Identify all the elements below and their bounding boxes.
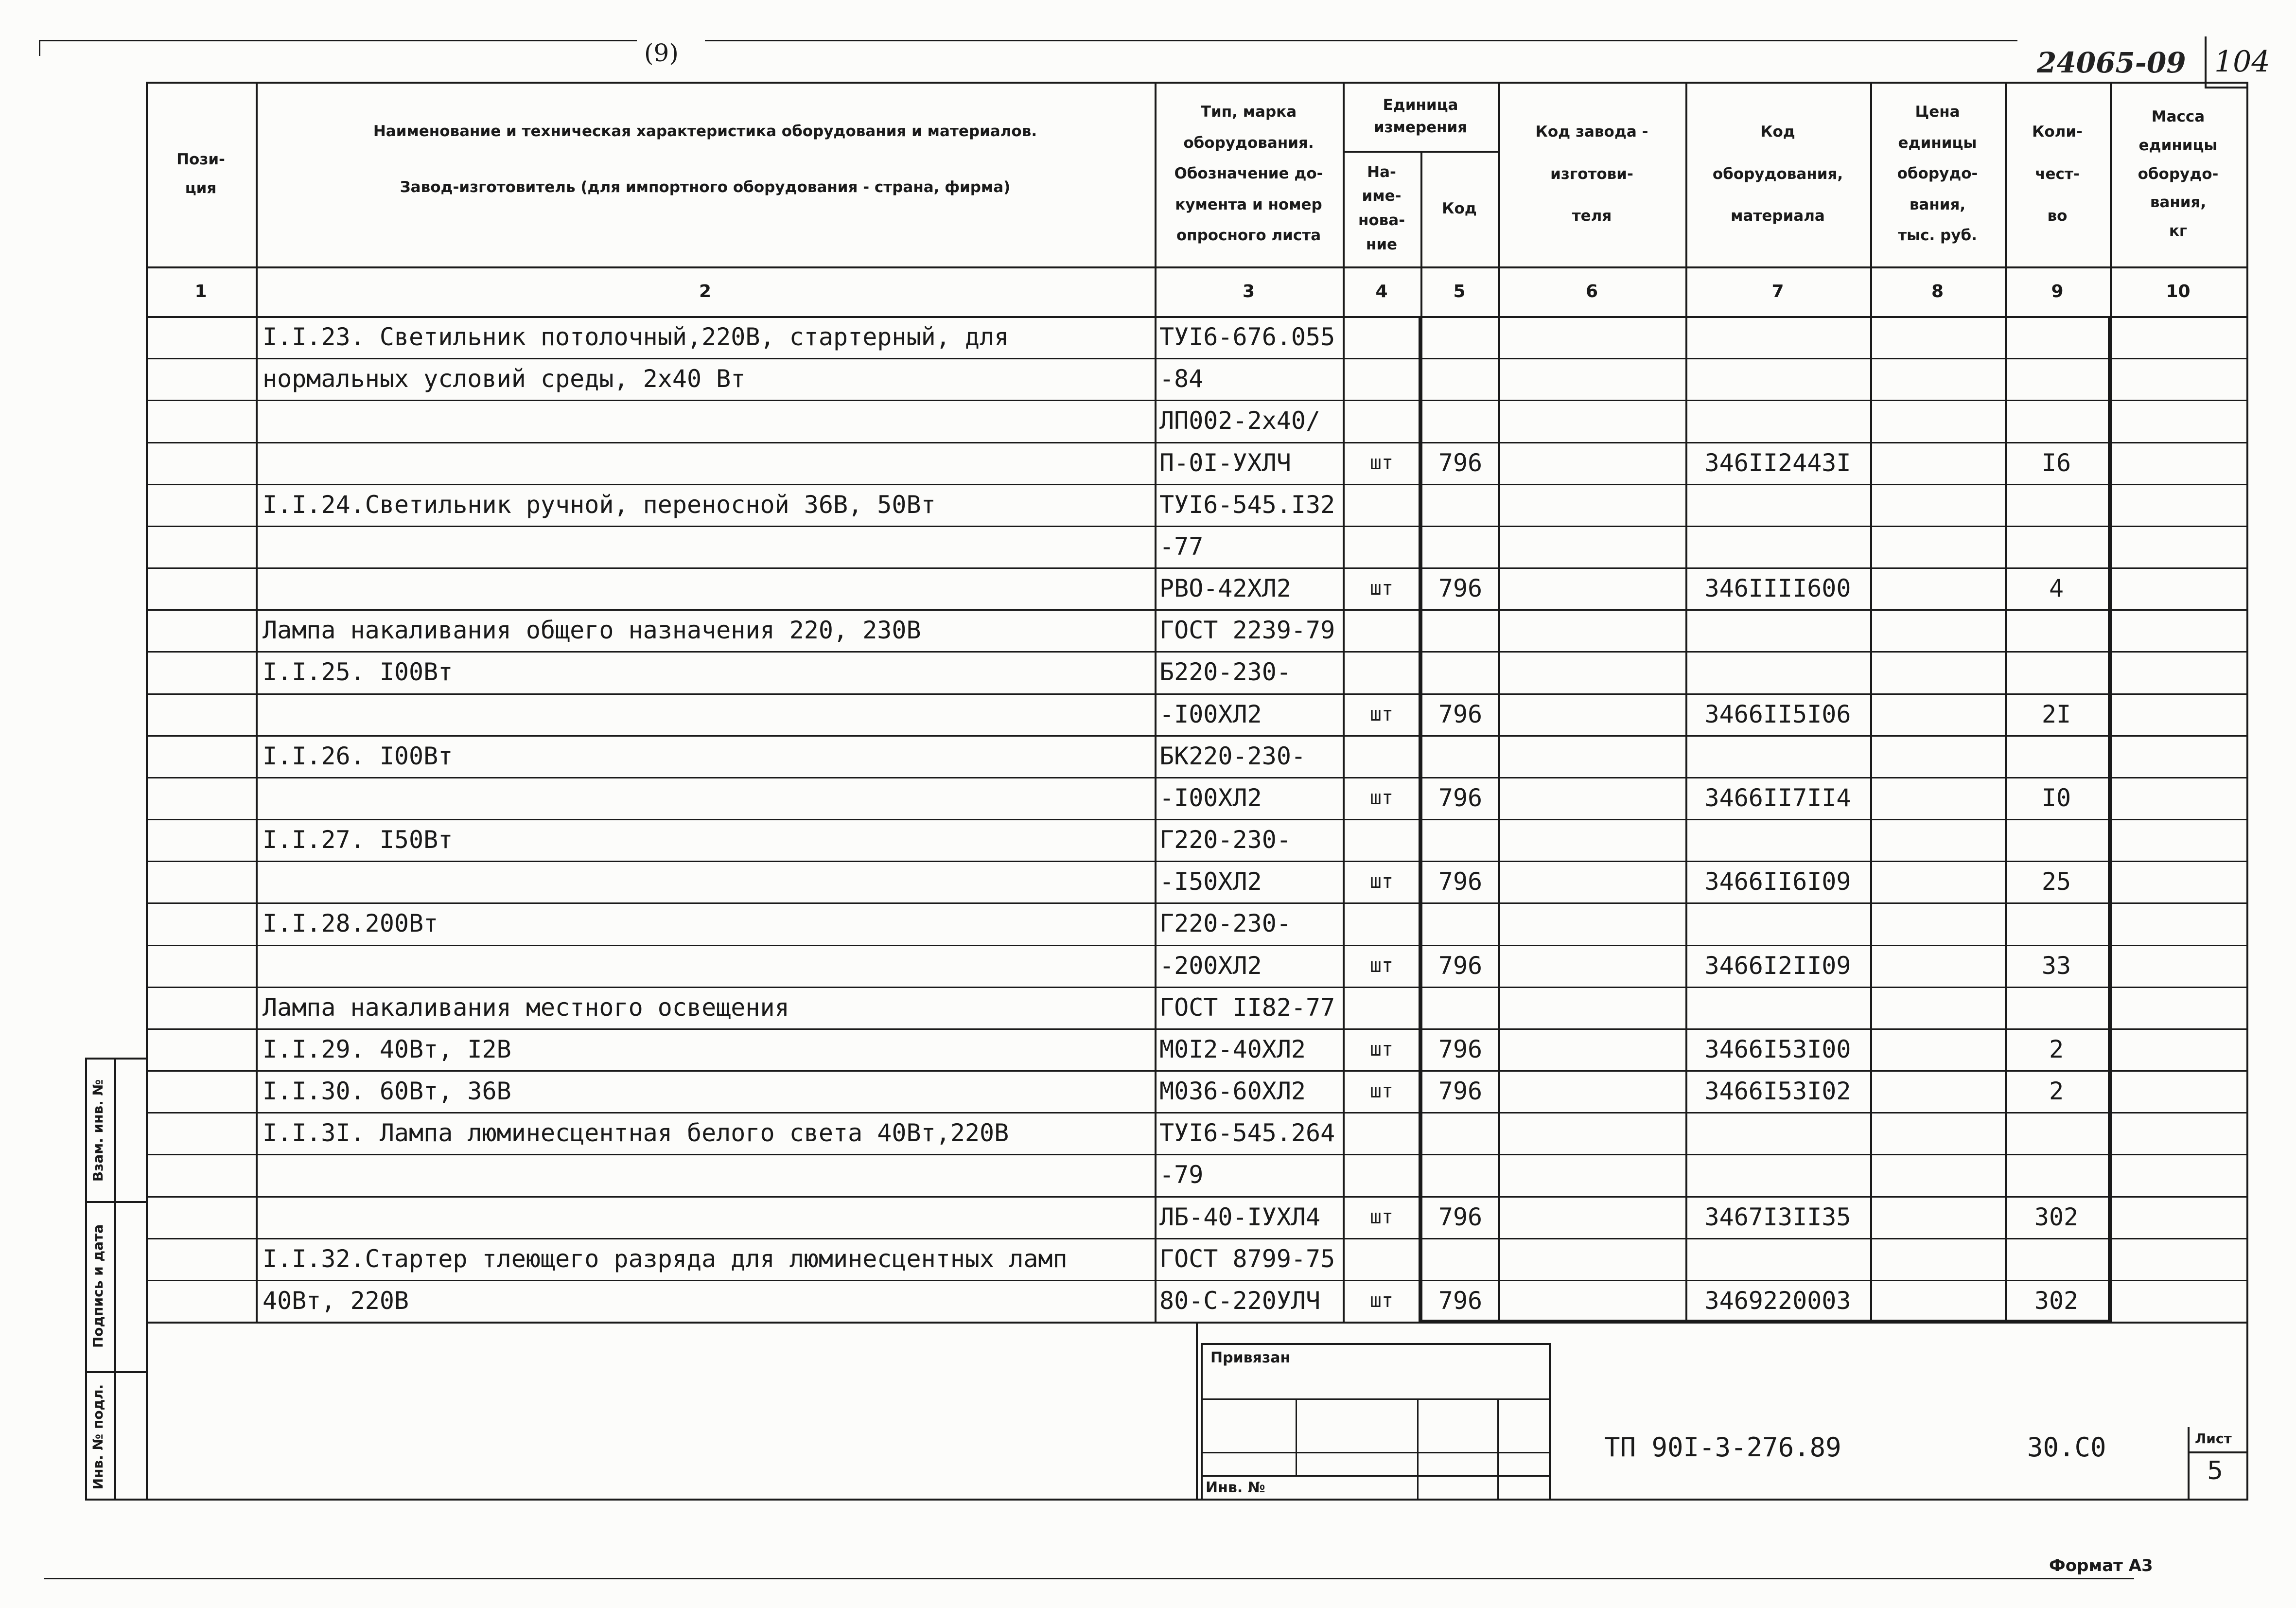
cell-name: I.I.27. I50Вт bbox=[263, 826, 453, 854]
cell-quantity bbox=[2005, 735, 2108, 777]
cell-unit bbox=[1343, 358, 1420, 400]
side-strip-mid bbox=[114, 1058, 116, 1501]
header-name-line1: Наименование и техническая характеристика оборудования и материалов. bbox=[373, 122, 1037, 140]
cell-unit bbox=[1343, 400, 1420, 442]
cell-equipment-code: 346IIII600 bbox=[1704, 574, 1851, 602]
cell-equipment-code bbox=[1685, 609, 1870, 651]
cell-name: нормальных условий среды, 2х40 Вт bbox=[263, 365, 746, 393]
header-price: Цена единицы оборудо- вания, тыс. руб. bbox=[1897, 103, 1978, 245]
header-mass: Масса единицы оборудо- вания, кг bbox=[2138, 107, 2219, 240]
header-unit-code: Код bbox=[1442, 199, 1477, 217]
cell-type: ТУI6-545.I32 bbox=[1159, 491, 1335, 519]
cell-name bbox=[263, 400, 1152, 442]
cell-unit-code bbox=[1422, 1112, 1498, 1154]
cell-unit bbox=[1343, 609, 1420, 651]
cell-unit-code bbox=[1422, 1154, 1498, 1196]
inv-label: Инв. № bbox=[1206, 1479, 1265, 1496]
cell-equipment-code: 346II2443I bbox=[1704, 449, 1851, 477]
cell-type: РВО-42ХЛ2 bbox=[1159, 574, 1291, 602]
cell-quantity: 25 bbox=[2041, 867, 2071, 896]
cell-unit-code bbox=[1422, 358, 1498, 400]
side-strip-left bbox=[85, 1058, 87, 1501]
cell-equipment-code: 3466I2II09 bbox=[1704, 952, 1851, 980]
cell-quantity bbox=[2005, 1154, 2108, 1196]
side-label-replace-inv: Взам. инв. № bbox=[90, 1079, 106, 1182]
cell-unit-code bbox=[1422, 400, 1498, 442]
cell-unit bbox=[1343, 902, 1420, 944]
side-label-sign-date: Подпись и дата bbox=[90, 1224, 106, 1348]
cell-unit-code bbox=[1422, 735, 1498, 777]
cell-unit-code: 796 bbox=[1438, 1035, 1483, 1063]
header-unit-name: На- име- нова- ние bbox=[1358, 163, 1405, 253]
cell-name: I.I.25. I00Вт bbox=[263, 658, 453, 686]
cell-name bbox=[263, 693, 1152, 735]
cell-unit: шт bbox=[1369, 452, 1394, 474]
cell-unit-code bbox=[1422, 819, 1498, 861]
cell-quantity bbox=[2005, 484, 2108, 526]
cell-type: М0I2-40ХЛ2 bbox=[1159, 1035, 1306, 1063]
cell-unit-code: 796 bbox=[1438, 1077, 1483, 1105]
colnum-3: 3 bbox=[1242, 281, 1255, 301]
col-line-10 bbox=[2246, 82, 2248, 1501]
cell-name bbox=[263, 567, 1152, 609]
cell-quantity bbox=[2005, 819, 2108, 861]
cell-equipment-code bbox=[1685, 902, 1870, 944]
bound-col-3 bbox=[1497, 1398, 1499, 1501]
cell-unit-code: 796 bbox=[1438, 574, 1483, 602]
stamp-left-border bbox=[1196, 1322, 1198, 1501]
cell-quantity: 33 bbox=[2041, 952, 2071, 980]
cell-equipment-code: 3466II7II4 bbox=[1704, 784, 1851, 812]
cell-equipment-code bbox=[1685, 484, 1870, 526]
header-type: Тип, марка оборудования. Обозначение до- кумента и номер опросного листа bbox=[1174, 103, 1323, 245]
cell-quantity bbox=[2005, 1112, 2108, 1154]
cell-unit bbox=[1343, 1238, 1420, 1280]
frame-top-edge-right bbox=[705, 40, 2017, 41]
cell-equipment-code: 3467I3II35 bbox=[1704, 1203, 1851, 1231]
cell-type: ТУI6-545.264 bbox=[1159, 1119, 1335, 1147]
cell-quantity bbox=[2005, 526, 2108, 567]
cell-quantity bbox=[2005, 316, 2108, 358]
cell-name bbox=[263, 861, 1152, 902]
cell-type: Б220-230- bbox=[1159, 658, 1291, 686]
header-unit-group: Единица измерения bbox=[1373, 96, 1468, 136]
colnum-6: 6 bbox=[1585, 281, 1598, 301]
cell-equipment-code: 3466II6I09 bbox=[1704, 867, 1851, 896]
cell-name: Лампа накаливания местного освещения bbox=[263, 993, 789, 1022]
cell-equipment-code: 3466I53I00 bbox=[1704, 1035, 1851, 1063]
page-mark: (9) bbox=[644, 39, 679, 67]
cell-unit: шт bbox=[1369, 703, 1394, 725]
cell-name bbox=[263, 442, 1152, 484]
cell-type: 80-С-220УЛЧ bbox=[1159, 1287, 1321, 1315]
bound-col-1 bbox=[1296, 1398, 1297, 1475]
archive-number: 24065-09 bbox=[2037, 46, 2186, 79]
cell-equipment-code bbox=[1685, 735, 1870, 777]
cell-equipment-code bbox=[1685, 526, 1870, 567]
cell-quantity: I0 bbox=[2041, 784, 2071, 812]
cell-equipment-code bbox=[1685, 651, 1870, 693]
cell-equipment-code bbox=[1685, 1112, 1870, 1154]
cell-unit-code bbox=[1422, 526, 1498, 567]
cell-unit-code: 796 bbox=[1438, 449, 1483, 477]
cell-equipment-code bbox=[1685, 1238, 1870, 1280]
frame-bottom-border bbox=[85, 1499, 2248, 1501]
cell-unit-code: 796 bbox=[1438, 700, 1483, 728]
header-plant-code: Код завода - изготови- теля bbox=[1535, 123, 1648, 225]
cell-type: П-0I-УХЛЧ bbox=[1159, 449, 1291, 477]
cell-unit bbox=[1343, 316, 1420, 358]
cell-type: ГОСТ 8799-75 bbox=[1159, 1245, 1335, 1273]
cell-equipment-code bbox=[1685, 400, 1870, 442]
colnum-4: 4 bbox=[1375, 281, 1388, 301]
cell-quantity: I6 bbox=[2041, 449, 2071, 477]
page-number: 104 bbox=[2214, 45, 2270, 79]
header-quantity: Коли- чест- во bbox=[2032, 123, 2083, 225]
colnum-9: 9 bbox=[2051, 281, 2064, 301]
bound-box-left bbox=[1201, 1343, 1203, 1501]
bound-box-top bbox=[1201, 1343, 1551, 1345]
cell-unit-code bbox=[1422, 902, 1498, 944]
cell-name bbox=[263, 1154, 1152, 1196]
cell-type: Г220-230- bbox=[1159, 909, 1291, 937]
colnum-8: 8 bbox=[1931, 281, 1944, 301]
cell-quantity: 302 bbox=[2034, 1287, 2079, 1315]
cell-quantity bbox=[2005, 609, 2108, 651]
cell-quantity bbox=[2005, 651, 2108, 693]
cell-unit bbox=[1343, 1112, 1420, 1154]
cell-name: I.I.28.200Вт bbox=[263, 909, 438, 937]
cell-quantity: 2 bbox=[2049, 1035, 2064, 1063]
cell-quantity bbox=[2005, 902, 2108, 944]
cell-equipment-code: 3466I53I02 bbox=[1704, 1077, 1851, 1105]
cell-unit-code: 796 bbox=[1438, 952, 1483, 980]
cell-unit: шт bbox=[1369, 1290, 1394, 1312]
cell-unit: шт bbox=[1369, 577, 1394, 600]
cell-unit-code bbox=[1422, 609, 1498, 651]
header-name-line2: Завод-изготовитель (для импортного оборудования - страна, фирма) bbox=[400, 178, 1011, 196]
cell-unit-code: 796 bbox=[1438, 867, 1483, 896]
cell-unit: шт bbox=[1369, 954, 1394, 977]
cell-name: I.I.24.Светильник ручной, переносной 36В, 50Вт bbox=[263, 491, 936, 519]
cell-name: I.I.30. 60Вт, 36В bbox=[263, 1077, 511, 1105]
cell-unit-code bbox=[1422, 316, 1498, 358]
cell-unit bbox=[1343, 1154, 1420, 1196]
cell-equipment-code bbox=[1685, 316, 1870, 358]
header-position: Пози- ция bbox=[176, 151, 225, 197]
colnum-1: 1 bbox=[194, 281, 207, 301]
cell-quantity bbox=[2005, 1238, 2108, 1280]
cell-quantity: 302 bbox=[2034, 1203, 2079, 1231]
cell-equipment-code: 3469220003 bbox=[1704, 1287, 1851, 1315]
cell-unit: шт bbox=[1369, 1038, 1394, 1060]
cell-equipment-code: 3466II5I06 bbox=[1704, 700, 1851, 728]
cell-unit bbox=[1343, 819, 1420, 861]
bound-col-2 bbox=[1417, 1398, 1419, 1501]
section-code: 30.С0 bbox=[2027, 1432, 2106, 1463]
colnum-2: 2 bbox=[699, 281, 712, 301]
cell-type: -I00ХЛ2 bbox=[1159, 784, 1262, 812]
cell-equipment-code bbox=[1685, 1154, 1870, 1196]
cell-unit-code bbox=[1422, 484, 1498, 526]
cell-unit: шт bbox=[1369, 870, 1394, 893]
cell-unit: шт bbox=[1369, 1080, 1394, 1102]
sheet-box-left bbox=[2188, 1427, 2190, 1501]
sheet-label: Лист bbox=[2195, 1431, 2232, 1447]
cell-quantity bbox=[2005, 358, 2108, 400]
cell-quantity: 4 bbox=[2049, 574, 2064, 602]
cell-type: -I00ХЛ2 bbox=[1159, 700, 1262, 728]
cell-unit bbox=[1343, 651, 1420, 693]
cell-type: -77 bbox=[1159, 532, 1204, 561]
cell-name: Лампа накаливания общего назначения 220, 230В bbox=[263, 616, 921, 644]
cell-name: 40Вт, 220В bbox=[263, 1287, 409, 1315]
bound-label: Привязан bbox=[1210, 1349, 1291, 1366]
page-number-divider bbox=[2205, 36, 2207, 88]
cell-name: I.I.26. I00Вт bbox=[263, 742, 453, 770]
cell-unit-code bbox=[1422, 1238, 1498, 1280]
cell-type: ЛБ-40-IУХЛ4 bbox=[1159, 1203, 1321, 1231]
cell-type: -79 bbox=[1159, 1161, 1204, 1189]
cell-type: Г220-230- bbox=[1159, 826, 1291, 854]
cell-quantity: 2 bbox=[2049, 1077, 2064, 1105]
cell-unit bbox=[1343, 484, 1420, 526]
colnum-7: 7 bbox=[1771, 281, 1784, 301]
sheet-box-divider bbox=[2188, 1451, 2246, 1453]
cell-name: I.I.29. 40Вт, I2В bbox=[263, 1035, 511, 1063]
document-code: ТП 90I-3-276.89 bbox=[1604, 1432, 1841, 1463]
page-bottom-rule bbox=[44, 1578, 2134, 1579]
cell-name: I.I.23. Светильник потолочный,220В, стартерный, для bbox=[263, 323, 1009, 351]
cell-unit-code: 796 bbox=[1438, 784, 1483, 812]
side-label-inv-original: Инв. № подл. bbox=[90, 1384, 106, 1490]
cell-name: I.I.32.Стартер тлеющего разряда для люминесцентных ламп bbox=[263, 1245, 1068, 1273]
cell-type: ГОСТ 2239-79 bbox=[1159, 616, 1335, 644]
cell-type: М036-60ХЛ2 bbox=[1159, 1077, 1306, 1105]
cell-type: -200ХЛ2 bbox=[1159, 952, 1262, 980]
cell-unit-code bbox=[1422, 651, 1498, 693]
colnum-5: 5 bbox=[1453, 281, 1466, 301]
cell-unit bbox=[1343, 987, 1420, 1028]
cell-type: ТУI6-676.055 bbox=[1159, 323, 1335, 351]
bound-box-right bbox=[1549, 1343, 1551, 1501]
frame-top-edge bbox=[39, 40, 637, 41]
cell-unit-code: 796 bbox=[1438, 1203, 1483, 1231]
colnum-10: 10 bbox=[2166, 281, 2191, 301]
cell-equipment-code bbox=[1685, 358, 1870, 400]
cell-unit-code: 796 bbox=[1438, 1287, 1483, 1315]
cell-equipment-code bbox=[1685, 819, 1870, 861]
cell-unit-code bbox=[1422, 987, 1498, 1028]
cell-name bbox=[263, 945, 1152, 987]
cell-type: ЛП002-2х40/ bbox=[1159, 406, 1321, 435]
header-equipment-code: Код оборудования, материала bbox=[1712, 123, 1843, 225]
cell-quantity bbox=[2005, 987, 2108, 1028]
cell-type: -I50ХЛ2 bbox=[1159, 867, 1262, 896]
sheet-number: 5 bbox=[2207, 1456, 2224, 1485]
cell-type: -84 bbox=[1159, 365, 1204, 393]
cell-quantity bbox=[2005, 400, 2108, 442]
frame-top-left-edge bbox=[39, 41, 40, 56]
cell-unit bbox=[1343, 735, 1420, 777]
format-label: Формат А3 bbox=[2049, 1556, 2153, 1575]
cell-equipment-code bbox=[1685, 987, 1870, 1028]
cell-name bbox=[263, 526, 1152, 567]
cell-name bbox=[263, 1196, 1152, 1238]
cell-name: I.I.3I. Лампа люминесцентная белого света 40Вт,220В bbox=[263, 1119, 1009, 1147]
cell-name bbox=[263, 777, 1152, 819]
cell-type: ГОСТ II82-77 bbox=[1159, 993, 1335, 1022]
cell-type: БК220-230- bbox=[1159, 742, 1306, 770]
cell-unit: шт bbox=[1369, 1206, 1394, 1228]
cell-unit: шт bbox=[1369, 787, 1394, 809]
cell-unit bbox=[1343, 526, 1420, 567]
cell-quantity: 2I bbox=[2041, 700, 2071, 728]
